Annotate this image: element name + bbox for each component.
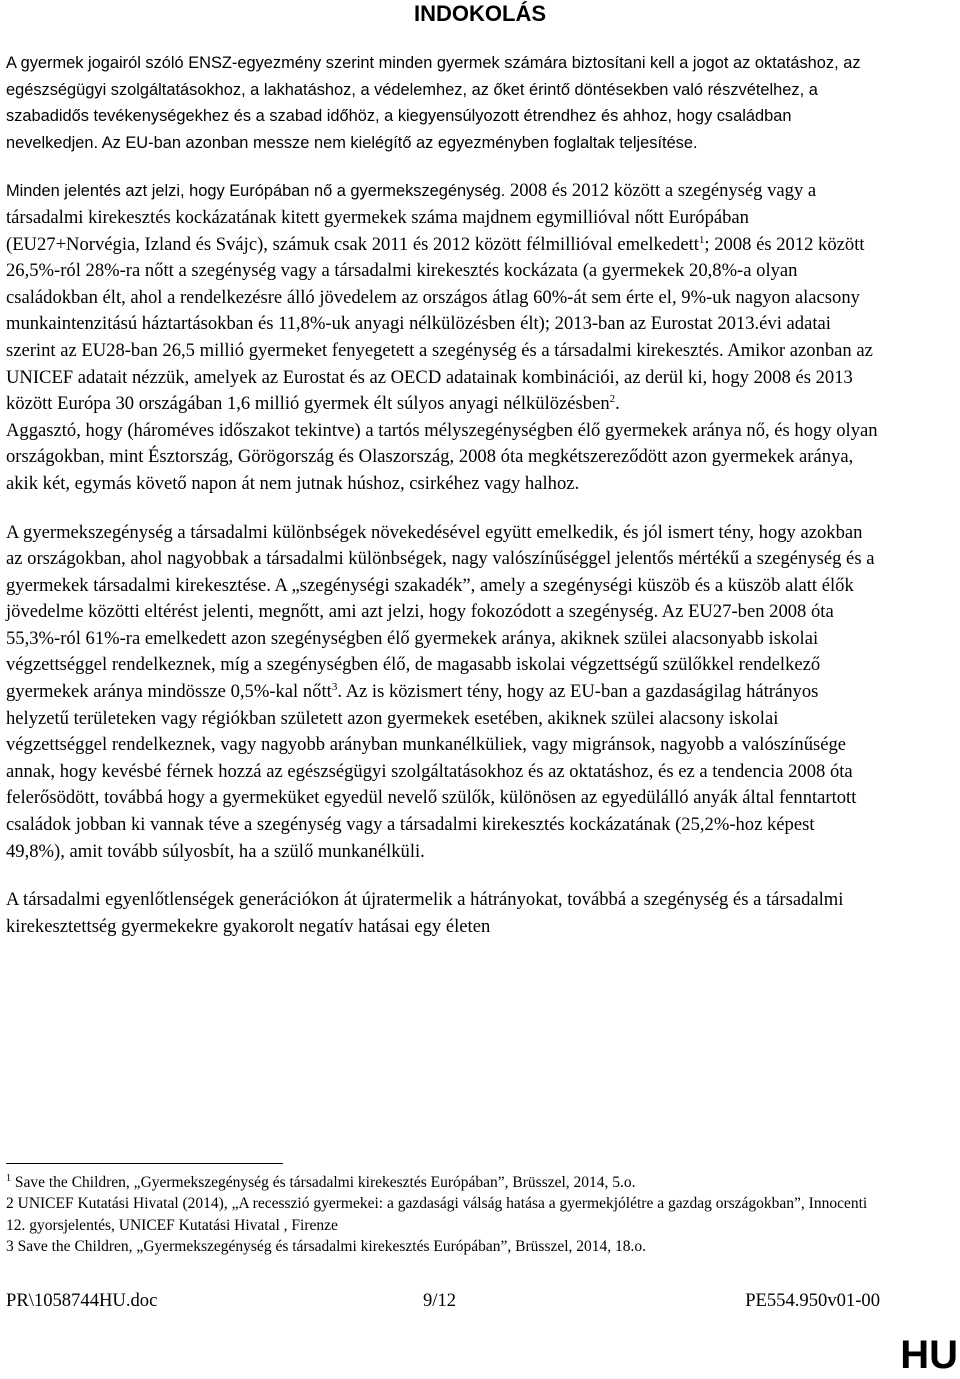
paragraph-intro [6,50,878,156]
paragraph-gap [6,498,878,520]
language-code: HU [900,1333,958,1377]
page-title: INDOKOLÁS [414,1,546,26]
paragraph-gap [6,865,878,887]
paragraph-poverty-text-c: ; 2008 és 2012 között 26,5%-ról 28%-ra nőtt a szegénység vagy a társadalmi kirekesztés kockázata (a gyermekek 20,8%-a olyan családokban élt, ahol a rendelkezésre álló jövedelem az országos átlag 60%-át sem érte el, 9%-uk nagyon alacsony munkaintenzitású háztartásokban és 11,8%-uk anyagi nélkülözésben élt); 2013-ban az Eurostat 2013.évi adatai szerint az EU28-ban 26,5 millió gyermeket fenyegetett a szegénység és a társadalmi kirekesztés. Amikor azonban az UNICEF adatait nézzük, amelyek az Eurostat és az OECD adatainak kombinációi, az derül ki, hogy 2008 és 2013 között Európa 30 országában 1,6 millió gyermek élt súlyos anyagi nélkülözésben [6,233,873,415]
footer-doc-ref: PR\1058744HU.doc [6,1290,158,1311]
paragraph-poverty-text-b: 2008 és 2012 között a szegénység vagy a társadalmi kirekesztés kockázatának kitett gyermekek száma majdnem egymillióval nőtt Európában (EU27+Norvégia, Izland és Svájc), számuk csak 2011 és 2012 között félmillióval emelkedett [6,180,817,255]
footnote-ref-1: 1 [698,233,705,246]
document-body [6,50,878,940]
footnote-2: 2 UNICEF Kutatási Hivatal (2014), „A recesszió gyermekei: a gazdasági válság hatása a gyermekjólétre a gazdag országokban”, Innocenti 12. gyorsjelentés, UNICEF Kutatási Hivatal , Firenze [6,1195,868,1234]
paragraph-intro-text-a: A gyermek jogairól szóló ENSZ-egyezmény szerint minden gyermek számára biztosítani kell a jogot az oktatáshoz, az egészségügyi szolgáltatásokhoz, a lakhatáshoz, a védelemhez, az őket érintő döntésekben való részvételhez, a szabadidős tevékenységekhez és a szabad időhöz, a kiegyensúlyozott étrendhez és ahhoz, hogy családban nevelkedjen. [6,54,861,152]
footnote-ref-2: 2 [609,392,616,405]
paragraph-gap [6,156,878,178]
paragraph-poverty-text-d: . [615,393,620,415]
footnote-1-text: Save the Children, „Gyermekszegénység és társadalmi kirekesztés Európában”, Brüsszel, 2014, 5.o. [11,1174,636,1191]
footnote-ref-3: 3 [331,680,338,693]
footer-page-number: 9/12 [423,1290,457,1311]
paragraph-inequality-text-b: . Az is közismert tény, hogy az EU-ban a gazdaságilag hátrányos helyzetű területeken vagy régiókban született azon gyermekek esetében, akiknek szülei alacsony iskolai végzettséggel rendelkeznek, vagy nagyobb arányban munkanélküliek, vagy migránsok, nagyobb a valószínűsége annak, hogy kevésbé férnek hozzá az egészségügyi szolgáltatásokhoz és az oktatáshoz, és ez a tendencia 2008 óta felerősödött, továbbá hogy a gyermeküket egyedül nevelő szülők, különösen az egyedülálló anyák által fenntartott családok jobban ki vannak téve a szegénység vagy a társadalmi kirekesztés kockázatának (25,2%-hoz képest 49,8%), amit tovább súlyosbít, ha a szülő munkanélküli. [6,681,857,862]
paragraph-deep-poverty: Aggasztó, hogy (hároméves időszakot tekintve) a tartós mélyszegénységben élő gyermekek aránya nő, és hogy olyan országokban, mint Észtország, Görögország és Olaszország, 2008 óta megkétszereződött azon gyermekek aránya, akik két, egymás követő napon át nem jutnak húshoz, csirkéhez vagy halhoz. [6,419,878,494]
paragraph-inequality-text-a: A gyermekszegénység a társadalmi különbségek növekedésével együtt emelkedik, és jól ismert tény, hogy azokban az országokban, ahol nagyobbak a társadalmi különbségek, nagy valószínűséggel jelentős mértékű a szegénység és a gyermekek társadalmi kirekesztése. A „szegénységi szakadék”, amely a szegénységi küszöb és a küszöb alatt élők jövedelme közötti eltérést jelenti, megnőtt, ami azt jelzi, hogy fokozódott a szegénység. Az EU27-ben 2008 óta 55,3%-ról 61%-ra emelkedett azon szegénységben élő gyermekek aránya, akiknek szülei alacsonyabb iskolai végzettséggel rendelkeznek, míg a szegénységben élő, de magasabb iskolai végzettségű szülőkkel rendelkező gyermekek aránya mindössze 0,5%-kal nőtt [6,521,875,703]
footer-version: PE554.950v01-00 [745,1290,880,1311]
paragraph-generations: A társadalmi egyenlőtlenségek generációkon át újratermelik a hátrányokat, továbbá a szegénység és a társadalmi kirekesztettség gyermekekre gyakorolt negatív hatásai egy életen [6,889,844,937]
footnote-1 [6,1172,886,1193]
footnote-separator [6,1163,283,1164]
paragraph-poverty-lead: Minden jelentés azt jelzi, hogy Európában nő a gyermekszegénység. [6,182,506,201]
paragraph-intro-text-b: Az EU-ban azonban messze nem kielégítő az egyezményben foglaltak teljesítése. [101,133,698,152]
footnote-1-marker: 1 [6,1172,11,1184]
footnotes [6,1172,886,1257]
paragraph-poverty-data [6,178,878,417]
page-footer [6,1289,880,1313]
footnote-3: 3 Save the Children, „Gyermekszegénység és társadalmi kirekesztés Európában”, Brüsszel, 2014, 18.o. [6,1237,647,1255]
paragraph-inequality [6,520,878,866]
